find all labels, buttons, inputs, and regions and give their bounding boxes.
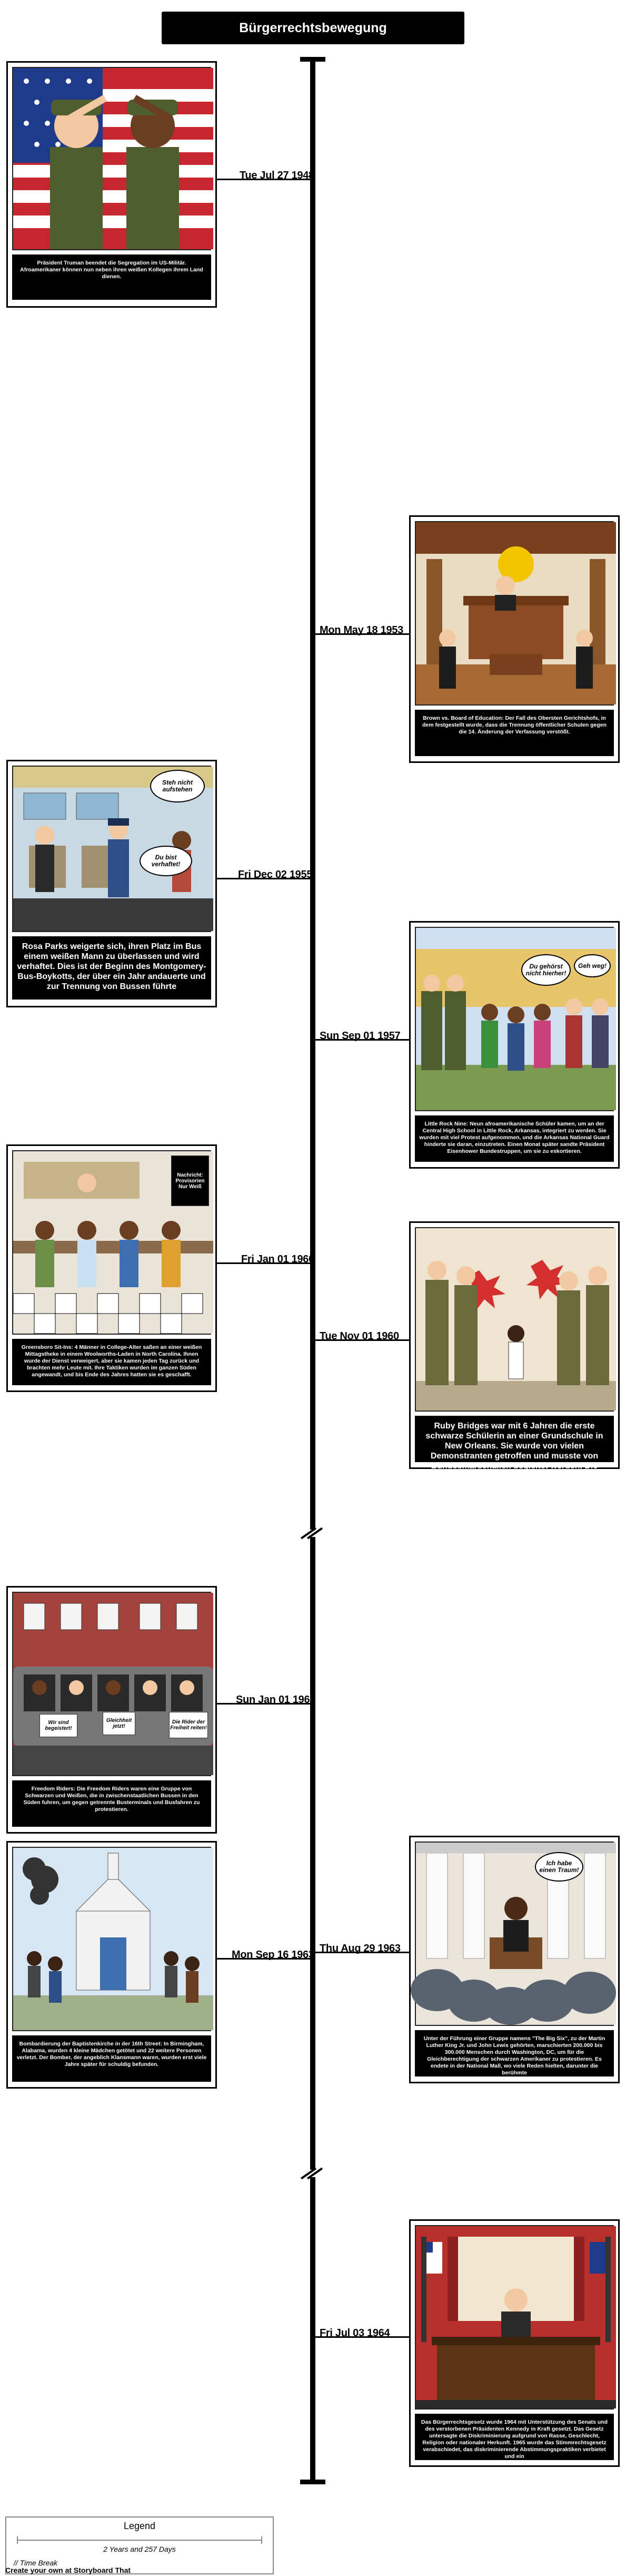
legend-title: Legend bbox=[123, 2521, 156, 2531]
event-date: Fri Jan 01 1960 bbox=[241, 1253, 314, 1265]
event-card[interactable] bbox=[409, 1221, 620, 1501]
event-caption: Das Bürgerrechtsgesetz wurde 1964 mit Unterstützung des Senats und des verstorbenen Präsidenten Kennedy in Kraft gesetzt. Das Gesetz untersagte die Diskriminierung aufgrund von Rasse, Geschlecht, Religion oder nationaler Herkunft. 1965 wurde das Stimmrechtsgesetz verabschiedet, das diskriminierende Abstimmungspraktiken verbietet und ein bbox=[415, 2414, 614, 2460]
time-break-label: Time Break bbox=[19, 2559, 58, 2567]
event-illustration bbox=[415, 1227, 614, 1412]
event-illustration bbox=[12, 1150, 211, 1335]
legend-scale-tick bbox=[261, 2536, 262, 2544]
event-date: Fri Jul 03 1964 bbox=[320, 2327, 390, 2339]
event-caption: Brown vs. Board of Education: Der Fall des Obersten Gerichtshofs, in dem festgestellt wurde, dass die Trennung öffentlicher Schulen gegen die 14. Änderung der Verfassung verstößt. bbox=[415, 710, 614, 756]
event-card[interactable] bbox=[6, 61, 217, 308]
event-caption: Rosa Parks weigerte sich, ihren Platz im Bus einem weißen Mann zu überlassen und wird verhaftet. Dies ist der Beginn des Montgomery-Bus-Boykotts, der über ein Jahr andauerte und zur Trennung von Bussen führte bbox=[12, 936, 211, 1000]
event-illustration bbox=[415, 521, 614, 706]
event-illustration bbox=[12, 1847, 211, 2031]
event-caption: Freedom Riders: Die Freedom Riders waren eine Gruppe von Schwarzen und Weißen, die in zwischenstaatlichen Bussen in den Süden fuhren, um gegen getrennte Busterminals und Busfahren zu protestieren. bbox=[12, 1780, 211, 1827]
speech-bubble: Ich habe einen Traum! bbox=[535, 1852, 583, 1882]
event-illustration bbox=[415, 927, 614, 1111]
event-card[interactable] bbox=[6, 760, 217, 1007]
event-card[interactable] bbox=[409, 2219, 620, 2467]
event-illustration bbox=[415, 1842, 614, 2026]
time-break-symbol: // bbox=[14, 2559, 18, 2567]
event-card[interactable] bbox=[409, 515, 620, 763]
event-date: Tue Nov 01 1960 bbox=[320, 1330, 399, 1342]
event-date: Thu Aug 29 1963 bbox=[320, 1943, 401, 1954]
legend-scale-tick bbox=[17, 2536, 18, 2544]
legend-duration: 2 Years and 257 Days bbox=[103, 2545, 176, 2553]
event-card[interactable] bbox=[6, 1144, 217, 1392]
event-caption: Präsident Truman beendet die Segregation im US-Militär. Afroamerikaner können nun neben ihren weißen Kollegen ihrem Land dienen. bbox=[12, 254, 211, 300]
event-card[interactable] bbox=[6, 1841, 217, 2089]
event-caption: Ruby Bridges war mit 6 Jahren die erste schwarze Schülerin an einer Grundschule in New Orleans. Sie wurde von vielen Demonstranten getroffen und musste von Bundesmarschällen begleitet werden. Die Klassenzimmer waren immer noch getrennt, daher war Ruby die einzige Schülerin in ihrer ersten Klasse bbox=[415, 1416, 614, 1462]
event-date: Tue Jul 27 1948 bbox=[240, 170, 314, 181]
event-date: Mon Sep 16 1963 bbox=[232, 1949, 314, 1961]
protest-sign: Wir sind begeistert! bbox=[39, 1714, 77, 1737]
speech-bubble: Steh nicht aufstehen bbox=[150, 770, 205, 802]
timeline-title: Bürgerrechtsbewegung bbox=[162, 12, 464, 44]
event-illustration bbox=[415, 2225, 614, 2410]
event-caption: Bombardierung der Baptistenkirche in der 16th Street: In Birmingham, Alabama, wurden 4 kleine Mädchen getötet und 22 weitere Personen verletzt. Der Bomber, der angeblich Klansmann waren, wurden erst viele Jahre später für schuldig befunden. bbox=[12, 2035, 211, 2082]
whites-only-sign: Nachricht: Provisorien Nur Weiß bbox=[171, 1155, 209, 1206]
event-caption: Unter der Führung einer Gruppe namens "The Big Six", zu der Martin Luther King Jr. und John Lewis gehörten, marschierten 200.000 bis 300.000 Menschen durch Washington, DC, um für die Gleichberechtigung der schwarzen Amerikaner zu protestieren. Es endete in der National Mall, wo viele Reden hielten, darunter die berühmte bbox=[415, 2030, 614, 2077]
timeline-axis bbox=[310, 59, 315, 2484]
time-break-marker bbox=[302, 2166, 323, 2181]
storyboard-that-credit[interactable]: Create your own at Storyboard That bbox=[5, 2566, 131, 2574]
speech-bubble: Du gehörst nicht hierher! bbox=[521, 954, 571, 986]
event-caption: Little Rock Nine: Neun afroamerikanische Schüler kamen, um an der Central High School in Little Rock, Arkansas, integriert zu werden. Sie wurden mit viel Protest aufgenommen, und die Arkansas National Guard hinderte sie daran, einzutreten. Einen Monat später sandte Präsident Eisenhower Bundestruppen, um sie zu eskortieren. bbox=[415, 1115, 614, 1162]
event-card[interactable] bbox=[409, 921, 620, 1169]
event-date: Sun Jan 01 1961 bbox=[236, 1694, 316, 1706]
event-illustration bbox=[12, 67, 211, 250]
legend-scale-line bbox=[17, 2540, 262, 2541]
event-illustration bbox=[12, 1592, 211, 1776]
event-date: Sun Sep 01 1957 bbox=[320, 1030, 401, 1042]
time-break-marker bbox=[302, 1525, 323, 1541]
event-date: Mon May 18 1953 bbox=[320, 624, 403, 636]
event-caption: Greensboro Sit-Ins: 4 Männer in College-Alter saßen an einer weißen Mittagstheke in einem Woolworths-Laden in North Carolina. Ihnen wurde der Dienst verweigert, aber sie kamen jeden Tag zurück und brachten mehr Leute mit. Ihre Taktiken wurden im ganzen Süden angewandt, und bis Ende des Jahres hatten sie es geschafft. bbox=[12, 1339, 211, 1385]
event-card[interactable] bbox=[409, 1836, 620, 2083]
speech-bubble: Geh weg! bbox=[574, 954, 611, 977]
protest-sign: Die Rider der Freiheit reiten! bbox=[169, 1712, 208, 1738]
event-illustration bbox=[12, 766, 211, 932]
event-card[interactable] bbox=[6, 1586, 217, 1834]
axis-bottom-cap bbox=[300, 2480, 325, 2484]
event-date: Fri Dec 02 1955 bbox=[238, 869, 313, 880]
speech-bubble: Du bist verhaftet! bbox=[140, 846, 192, 876]
protest-sign: Gleichheit jetzt! bbox=[103, 1712, 135, 1735]
